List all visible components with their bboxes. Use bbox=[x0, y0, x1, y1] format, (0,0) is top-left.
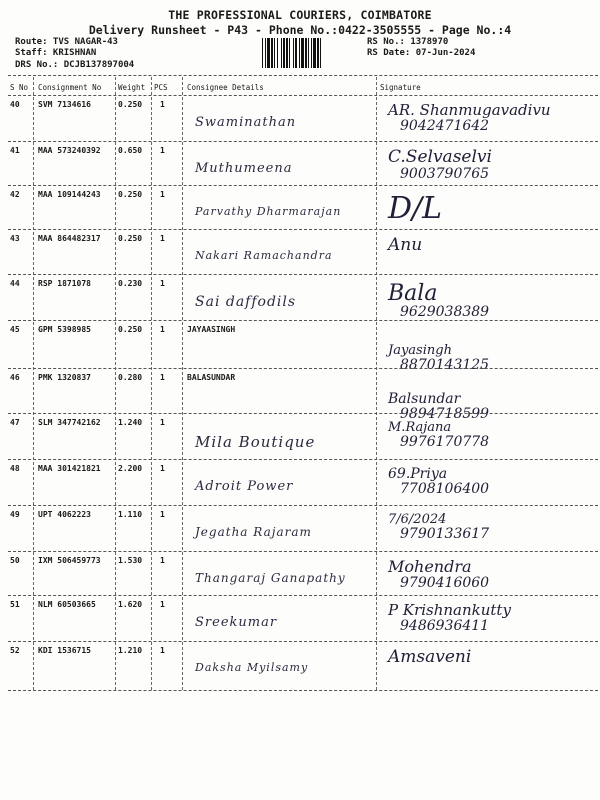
row-signature-phone: 9003790765 bbox=[400, 166, 490, 182]
row-pcs: 1 bbox=[160, 464, 165, 473]
row-consignee-handwritten: Nakari Ramachandra bbox=[195, 249, 333, 262]
row-consignment-no: IXM 506459773 bbox=[38, 556, 101, 565]
row-signature: Bala bbox=[388, 281, 438, 306]
row-signature-phone: 9790133617 bbox=[400, 526, 490, 542]
rs-block bbox=[367, 37, 475, 59]
row-pcs: 1 bbox=[160, 373, 165, 382]
row-weight: 0.230 bbox=[118, 279, 143, 288]
row-weight: 0.250 bbox=[118, 325, 143, 334]
row-signature-phone: 9790416060 bbox=[400, 575, 490, 591]
row-weight: 1.210 bbox=[118, 646, 143, 655]
row-pcs: 1 bbox=[160, 190, 165, 199]
row-weight: 0.650 bbox=[118, 146, 143, 155]
row-consignment-no: NLM 60503665 bbox=[38, 600, 96, 609]
col-header-weight: Weight bbox=[118, 83, 146, 92]
row-divider bbox=[8, 274, 598, 275]
route-staff-block bbox=[15, 37, 118, 59]
row-divider bbox=[8, 551, 598, 552]
row-sno: 45 bbox=[10, 325, 20, 334]
row-pcs: 1 bbox=[160, 600, 165, 609]
row-signature-phone: 9486936411 bbox=[400, 618, 490, 634]
row-divider bbox=[8, 368, 598, 369]
row-divider bbox=[8, 595, 598, 596]
row-sno: 49 bbox=[10, 510, 20, 519]
row-pcs: 1 bbox=[160, 279, 165, 288]
rs-date: RS Date: 07-Jun-2024 bbox=[367, 48, 476, 58]
row-sno: 42 bbox=[10, 190, 20, 199]
row-weight: 1.620 bbox=[118, 600, 143, 609]
row-consignment-no: MAA 864482317 bbox=[38, 234, 101, 243]
row-pcs: 1 bbox=[160, 100, 165, 109]
row-signature-phone: 9629038389 bbox=[400, 304, 490, 320]
row-signature: Anu bbox=[388, 235, 423, 255]
row-consignee-handwritten: Jegatha Rajaram bbox=[195, 525, 312, 539]
row-sno: 41 bbox=[10, 146, 20, 155]
row-weight: 1.530 bbox=[118, 556, 143, 565]
row-consignee-handwritten: Sreekumar bbox=[195, 615, 278, 630]
row-consignment-no: UPT 4062223 bbox=[38, 510, 91, 519]
row-consignment-no: MAA 573240392 bbox=[38, 146, 101, 155]
row-signature: AR. Shanmugavadivu bbox=[388, 101, 551, 119]
row-pcs: 1 bbox=[160, 234, 165, 243]
row-consignment-no: RSP 1871078 bbox=[38, 279, 91, 288]
row-divider bbox=[8, 320, 598, 321]
row-consignee-handwritten: Adroit Power bbox=[195, 479, 294, 494]
row-sno: 52 bbox=[10, 646, 20, 655]
row-consignment-no: PMK 1320837 bbox=[38, 373, 91, 382]
row-signature: D/L bbox=[388, 191, 443, 226]
row-divider bbox=[8, 229, 598, 230]
row-weight: 0.250 bbox=[118, 190, 143, 199]
row-divider bbox=[8, 690, 598, 691]
col-header-consignee: Consignee Details bbox=[187, 83, 264, 92]
row-pcs: 1 bbox=[160, 325, 165, 334]
column-header-divider bbox=[8, 95, 598, 96]
row-consignment-no: MAA 301421821 bbox=[38, 464, 101, 473]
col-header-consignment: Consignment No bbox=[38, 83, 102, 92]
row-consignee-handwritten: Daksha Myilsamy bbox=[195, 661, 309, 674]
drs-number: DRS No.: DCJB137897004 bbox=[15, 60, 135, 70]
row-consignment-no: MAA 109144243 bbox=[38, 190, 101, 199]
column-divider bbox=[182, 77, 183, 690]
row-consignee-handwritten: Thangaraj Ganapathy bbox=[195, 571, 346, 585]
col-header-signature: Signature bbox=[380, 83, 421, 92]
column-divider bbox=[115, 77, 116, 690]
row-pcs: 1 bbox=[160, 556, 165, 565]
row-signature: M.Rajana bbox=[388, 420, 452, 435]
row-divider bbox=[8, 459, 598, 460]
row-signature-phone: 9894718599 bbox=[400, 406, 490, 422]
row-weight: 0.280 bbox=[118, 373, 143, 382]
row-consignee-handwritten: Sai daffodils bbox=[195, 294, 297, 310]
row-consignment-no: GPM 5398985 bbox=[38, 325, 91, 334]
row-sno: 47 bbox=[10, 418, 20, 427]
row-consignee-printed: BALASUNDAR bbox=[187, 373, 236, 382]
header-divider bbox=[8, 75, 598, 76]
row-consignee-handwritten: Mila Boutique bbox=[195, 433, 316, 451]
row-consignment-no: SLM 347742162 bbox=[38, 418, 101, 427]
row-signature: P Krishnankutty bbox=[388, 601, 511, 619]
col-header-pcs: PCS bbox=[154, 83, 168, 92]
row-weight: 0.250 bbox=[118, 100, 143, 109]
row-signature-phone: 7708106400 bbox=[400, 481, 490, 497]
row-signature-phone: 9042471642 bbox=[400, 118, 490, 134]
row-consignment-no: KDI 1536715 bbox=[38, 646, 91, 655]
row-pcs: 1 bbox=[160, 510, 165, 519]
row-sno: 40 bbox=[10, 100, 20, 109]
column-divider bbox=[33, 77, 34, 690]
row-divider bbox=[8, 413, 598, 414]
row-signature: Balsundar bbox=[388, 391, 461, 407]
column-divider bbox=[376, 77, 377, 690]
row-signature: C.Selvaselvi bbox=[388, 147, 492, 167]
row-signature: Jayasingh bbox=[388, 343, 452, 358]
row-divider bbox=[8, 641, 598, 642]
row-sno: 46 bbox=[10, 373, 20, 382]
row-divider bbox=[8, 185, 598, 186]
barcode-icon bbox=[262, 38, 362, 68]
row-signature: Mohendra bbox=[388, 557, 472, 576]
row-divider bbox=[8, 505, 598, 506]
row-sno: 44 bbox=[10, 279, 20, 288]
row-signature: 69.Priya bbox=[388, 466, 448, 482]
row-signature: Amsaveni bbox=[388, 647, 472, 667]
rs-number: RS No.: 1378970 bbox=[367, 37, 449, 47]
staff-label: Staff: KRISHNAN bbox=[15, 48, 97, 58]
row-signature-phone: 9976170778 bbox=[400, 434, 490, 450]
row-weight: 1.240 bbox=[118, 418, 143, 427]
row-sno: 48 bbox=[10, 464, 20, 473]
row-weight: 0.250 bbox=[118, 234, 143, 243]
row-pcs: 1 bbox=[160, 418, 165, 427]
row-weight: 2.200 bbox=[118, 464, 143, 473]
route-label: Route: TVS NAGAR-43 bbox=[15, 37, 118, 47]
row-pcs: 1 bbox=[160, 646, 165, 655]
row-sno: 51 bbox=[10, 600, 20, 609]
row-signature-phone: 8870143125 bbox=[400, 357, 490, 373]
company-title: THE PROFESSIONAL COURIERS, COIMBATORE bbox=[168, 8, 432, 22]
col-header-sno: S No bbox=[10, 83, 29, 92]
row-consignee-handwritten: Muthumeena bbox=[195, 161, 293, 176]
row-signature: 7/6/2024 bbox=[388, 512, 447, 527]
row-consignee-handwritten: Swaminathan bbox=[195, 115, 297, 130]
row-sno: 43 bbox=[10, 234, 20, 243]
row-pcs: 1 bbox=[160, 146, 165, 155]
row-sno: 50 bbox=[10, 556, 20, 565]
runsheet-subtitle: Delivery Runsheet - P43 - Phone No.:0422-3505555 - Page No.:4 bbox=[88, 23, 512, 37]
row-divider bbox=[8, 141, 598, 142]
row-consignee-printed: JAYAASINGH bbox=[187, 325, 236, 334]
row-consignee-handwritten: Parvathy Dharmarajan bbox=[195, 205, 342, 218]
row-consignment-no: SVM 7134616 bbox=[38, 100, 91, 109]
row-weight: 1.110 bbox=[118, 510, 143, 519]
column-divider bbox=[151, 77, 152, 690]
